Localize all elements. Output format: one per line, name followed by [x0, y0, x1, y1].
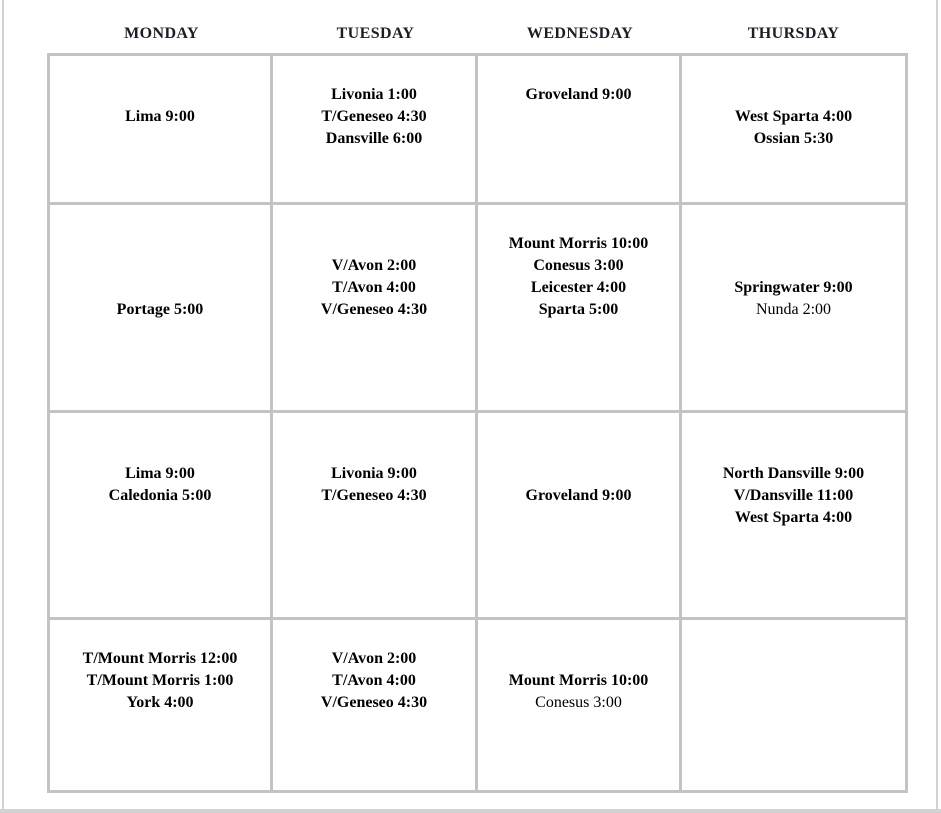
cell-row4-monday	[50, 620, 273, 790]
blank-line	[273, 62, 475, 84]
column-header-thursday: THURSDAY	[747, 25, 840, 42]
blank-line	[50, 277, 270, 299]
blank-line	[478, 626, 679, 648]
schedule-entry: T/Avon 4:00	[332, 279, 416, 296]
schedule-entry: V/Avon 2:00	[331, 257, 417, 274]
schedule-entry: T/Geneseo 4:30	[321, 487, 427, 504]
schedule-entry: Conesus 3:00	[535, 694, 622, 711]
schedule-grid	[47, 53, 908, 793]
schedule-entry: Mount Morris 10:00	[508, 235, 649, 252]
column-header-tuesday: TUESDAY	[336, 25, 415, 42]
cell-row1-wednesday	[478, 56, 682, 205]
blank-line	[50, 255, 270, 277]
cell-row3-tuesday	[273, 413, 478, 620]
blank-line	[682, 255, 905, 277]
schedule-entry: Sparta 5:00	[538, 301, 619, 318]
cell-row2-monday	[50, 205, 273, 413]
schedule-entry: West Sparta 4:00	[734, 509, 853, 526]
blank-line	[273, 626, 475, 648]
schedule-entry: Dansville 6:00	[325, 130, 423, 147]
blank-line	[50, 441, 270, 463]
blank-line	[273, 419, 475, 441]
schedule-entry: Lima 9:00	[125, 108, 195, 125]
schedule-entry: Groveland 9:00	[525, 86, 632, 103]
blank-line	[682, 419, 905, 441]
page-bottom-edge-line	[0, 809, 941, 813]
schedule-entry: Nunda 2:00	[755, 301, 832, 318]
blank-line	[273, 441, 475, 463]
schedule-entry: Ossian 5:30	[753, 130, 834, 147]
blank-line	[682, 233, 905, 255]
day-header-row	[50, 25, 905, 43]
blank-line	[682, 211, 905, 233]
schedule-entry: Leicester 4:00	[530, 279, 627, 296]
schedule-entry: West Sparta 4:00	[734, 108, 853, 125]
schedule-entry: Caledonia 5:00	[108, 487, 212, 504]
schedule-entry: Livonia 1:00	[331, 86, 417, 103]
schedule-entry: V/Avon 2:00	[331, 650, 417, 667]
cell-row2-thursday	[682, 205, 905, 413]
blank-line	[682, 62, 905, 84]
blank-line	[682, 441, 905, 463]
blank-line	[478, 211, 679, 233]
blank-line	[50, 419, 270, 441]
schedule-entry: Springwater 9:00	[734, 279, 853, 296]
blank-line	[478, 419, 679, 441]
cell-row1-tuesday	[273, 56, 478, 205]
cell-row3-monday	[50, 413, 273, 620]
blank-line	[50, 626, 270, 648]
cell-row3-wednesday	[478, 413, 682, 620]
cell-row2-wednesday	[478, 205, 682, 413]
blank-line	[50, 62, 270, 84]
schedule-entry: North Dansville 9:00	[722, 465, 865, 482]
schedule-entry: Mount Morris 10:00	[508, 672, 649, 689]
cell-row4-wednesday	[478, 620, 682, 790]
blank-line	[478, 648, 679, 670]
schedule-entry: T/Avon 4:00	[332, 672, 416, 689]
schedule-entry: T/Mount Morris 1:00	[86, 672, 234, 689]
blank-line	[273, 233, 475, 255]
schedule-entry: V/Geneseo 4:30	[320, 301, 428, 318]
schedule-entry: V/Dansville 11:00	[733, 487, 854, 504]
blank-line	[478, 62, 679, 84]
blank-line	[50, 211, 270, 233]
page-right-edge-line	[936, 0, 938, 813]
blank-line	[478, 463, 679, 485]
schedule-entry: Lima 9:00	[125, 465, 195, 482]
column-header-wednesday: WEDNESDAY	[526, 25, 634, 42]
schedule-entry: T/Geneseo 4:30	[321, 108, 427, 125]
cell-row3-thursday	[682, 413, 905, 620]
schedule-entry: Groveland 9:00	[525, 487, 632, 504]
page-left-edge-line	[2, 0, 4, 813]
cell-row4-tuesday	[273, 620, 478, 790]
schedule-entry: York 4:00	[126, 694, 194, 711]
schedule-entry: Conesus 3:00	[533, 257, 624, 274]
blank-line	[682, 84, 905, 106]
cell-row4-thursday	[682, 620, 905, 790]
schedule-entry: V/Geneseo 4:30	[320, 694, 428, 711]
blank-line	[478, 441, 679, 463]
schedule-entry: Portage 5:00	[116, 301, 204, 318]
blank-line	[50, 233, 270, 255]
cell-row1-monday	[50, 56, 273, 205]
blank-line	[50, 84, 270, 106]
schedule-entry: T/Mount Morris 12:00	[82, 650, 238, 667]
cell-row1-thursday	[682, 56, 905, 205]
schedule-entry: Livonia 9:00	[331, 465, 417, 482]
column-header-monday: MONDAY	[124, 25, 199, 42]
cell-row2-tuesday	[273, 205, 478, 413]
blank-line	[273, 211, 475, 233]
